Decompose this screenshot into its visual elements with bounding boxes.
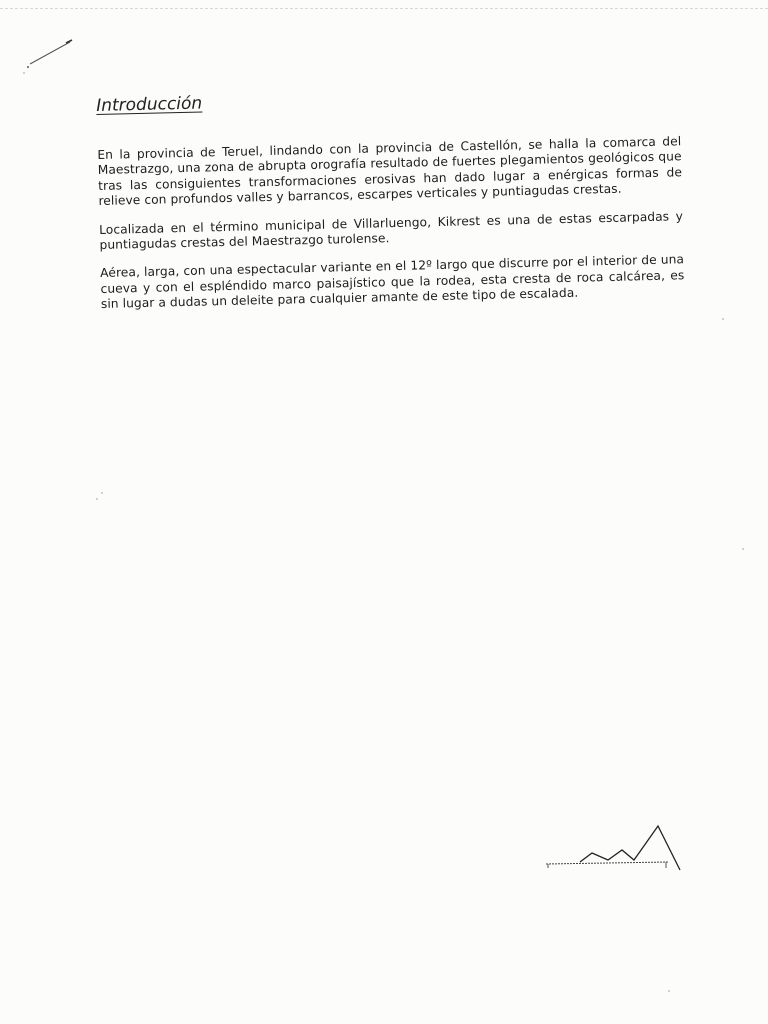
paragraph-2: Localizada en el término municipal de Villarluengo, Kikrest es una de estas escarpadas y puntiagudas crestas del Maestrazgo turolense.: [98, 208, 684, 252]
document-body: [96, 82, 685, 325]
scan-speck: [96, 498, 98, 500]
pen-stroke-icon: [20, 34, 82, 80]
scan-speck: [722, 318, 724, 320]
paragraph-3: Aérea, larga, con una espectacular variante en el 12º largo que discurre por el interior de una cueva y con el espléndido marco paisajístico que la rodea, esta cresta de roca calcárea, es sin lugar a dudas un deleite para cualquier amante de este tipo de escalada.: [100, 252, 685, 312]
scan-speck: [742, 548, 744, 550]
scan-speck: [101, 492, 103, 494]
scan-speck: [668, 990, 670, 992]
paragraph-1: En la provincia de Teruel, lindando con la provincia de Castellón, se halla la comarca del Maestrazgo, una zona de abrupta orografía resultado de fuertes plegamientos geológicos que tras las consiguientes transformaciones erosivas han dado lugar a enérgicas formas de relieve con profundos valles y barrancos, escarpes verticales y puntiagudas crestas.: [97, 134, 683, 209]
page-title: Introducción: [96, 93, 203, 116]
mountain-ridge-logo-icon: [540, 818, 684, 874]
scan-edge-line: [0, 8, 768, 13]
